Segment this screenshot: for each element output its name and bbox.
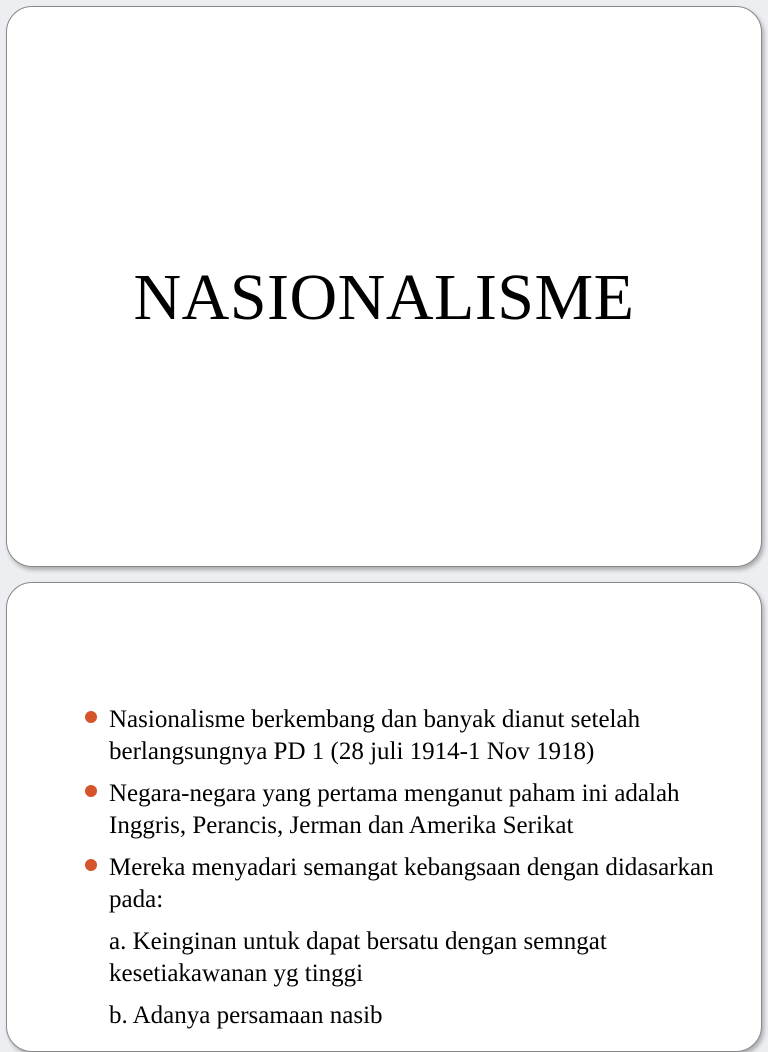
- slide-1: [6, 6, 762, 567]
- slide-title: NASIONALISME: [133, 261, 635, 334]
- bullet-item: [81, 704, 721, 768]
- bullet-item: [81, 852, 721, 916]
- bullet-dot-icon: [85, 859, 97, 871]
- bullet-dot-icon: [85, 785, 97, 797]
- slide-2: [6, 582, 762, 1052]
- bullet-text: Mereka menyadari semangat kebangsaan dengan didasarkan pada:: [109, 854, 714, 913]
- bullet-item: [81, 778, 721, 842]
- bullet-list: [81, 704, 721, 1042]
- sub-item: b. Adanya persamaan nasib: [109, 1002, 383, 1029]
- bullet-text: Negara-negara yang pertama menganut paham ini adalah Inggris, Perancis, Jerman dan Amerika Serikat: [109, 780, 680, 839]
- bullet-dot-icon: [85, 711, 97, 723]
- sub-item: a. Keinginan untuk dapat bersatu dengan semngat kesetiakawanan yg tinggi: [109, 928, 607, 987]
- bullet-text: Nasionalisme berkembang dan banyak dianut setelah berlangsungnya PD 1 (28 juli 1914-1 Nov 1918): [109, 706, 641, 765]
